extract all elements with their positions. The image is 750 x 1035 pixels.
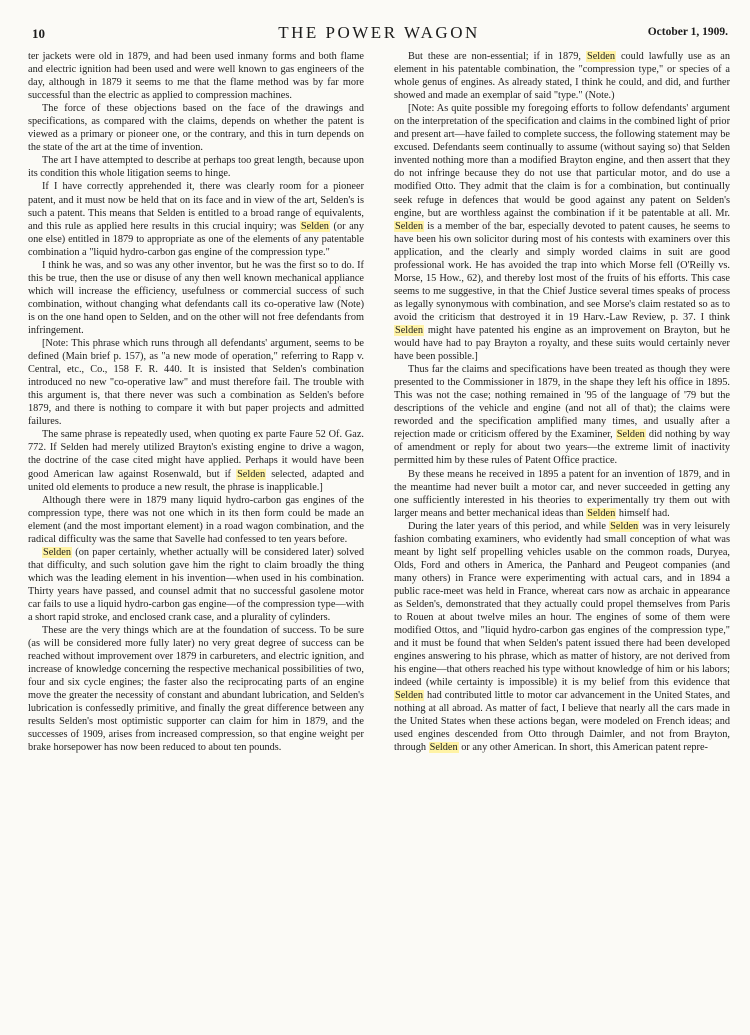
search-highlight: Selden [395, 220, 424, 232]
issue-date: October 1, 1909. [647, 26, 728, 38]
page-header [28, 22, 730, 48]
search-highlight: Selden [395, 690, 424, 702]
paragraph: The art I have attempted to describe at perhaps too great length, because upon its condition this whole litigation seems to hinge. [28, 155, 364, 180]
journal-title: THE POWER WAGON [278, 23, 480, 42]
paragraph: During the later years of this period, and while Selden was in very leisurely fashion combating examiners, who evidently had small conception of what was meant by light self propelling vehicles usable on the common roads, Duryea, Olds, Ford and others in America, the Panhard and Peugeot companies (and many others) in France were experimenting with actual cars, and in 1894 a public race-meet was held in France, whereat cars now as archaic in appearance as Selden's, demonstrated that they actually could propel themselves from Paris to Rouen at about twelve miles an hour. The engines of some of them were modified Ottos, and "liquid hydro-carbon gas engines of the compression type," and it must be found that when Selden's patent issued there had been developed engines answering to his phrase, which as matter of history, are not derived from his engine—that others reached his type without knowledge of him or his labors; indeed (while certainty is impossible) it is my belief from this evidence that Selden had contributed little to motor car advancement in the United States, and nothing at all abroad. As matter of fact, I believe that nearly all the cars made in the United States when these actions began, were modeled on French ideas; and used engines descended from Otto through Daimler, and not from Brayton, through Selden or any other American. In short, this American patent repre- [394, 520, 730, 754]
paragraph: If I have correctly apprehended it, there was clearly room for a pioneer patent, and it must now be held that on its face and in view of the art, Selden's is such a patent. This means that Selden is entitled to a broad range of equivalents, and this rule as applied here results in this crucial inquiry; was Selden (or any one else) entitled in 1879 to appropriate as one of the elements of any patentable combination a "liquid hydro-carbon gas engine of the compression type." [28, 181, 364, 258]
search-highlight: Selden [429, 742, 458, 754]
search-highlight: Selden [237, 468, 266, 480]
paragraph: Selden (on paper certainly, whether actually will be considered later) solved that difficulty, and such solution gave him the right to claim broadly the thing which was the leading element in his invention—when used in his combination. Thirty years have passed, and counsel admit that no successful gasolene motor car fails to use a liquid hydro-carbon gas engine—of the compression type—with a short rapid stroke, and enclosed crank case, and a plurality of cylinders. [28, 546, 364, 624]
paragraph: These are the very things which are at the foundation of success. To be sure (as will be considered more fully later) no very great degree of success can be reached without improvement over 1879 in carbureters, and electric ignition, and increase of knowledge concerning the respective mechanical possibilities of two, four and six cycle engines; the faster also the reciprocating parts of an engine move the greater the necessity of constant and abundant lubrication, and Selden's lubrication is confessedly primitive, and finally the great difference between any results Selden's most optimistic supporter can claim for him in 1879, and the successes of 1909, arises from increased compression, so that engine weight per brake horsepower has now been reduced to about ten pounds. [28, 625, 364, 754]
search-highlight: Selden [395, 324, 424, 336]
paragraph: [Note: As quite possible my foregoing efforts to follow defendants' argument on the interpretation of the specification and claims in the combined light of prior and present art—have failed to complete success, the following statement may be excused. Defendants seem continually to assume (without saying so) that Selden invented nothing more than a modified Brayton engine, and then assert that they do not infringe because they do not use that particular motor, and do use a modified Otto. They admit that the claim is for a combination, but continually seek refuge in defences that would be good against any patent on Selden's engine, but are worthless against the combination if it be patentable at all. Mr. Selden is a member of the bar, especially devoted to patent causes, he seems to have been his own solicitor during most of his contests with examiners over this application, and the clearly and simply worded claims in suit are good professional work. He has avoided the trap into which Morse fell (O'Reilly vs. Morse, 15 How., 62), and thereby lost most of the fruits of his efforts. This case seems to me suggestive, in that the Chief Justice several times speaks of process as legally synonymous with combination, and see Morse's claim restated so as to avoid the criticism that destroyed it in 19 Harv.-Law Review, p. 37. I think Selden might have patented his engine as an improvement on Brayton, but he would have had to pay Brayton a royalty, and these suits would certainly never have been possible.] [394, 103, 730, 363]
search-highlight: Selden [587, 507, 616, 519]
paragraph: [Note: This phrase which runs through all defendants' argument, seems to be defined (Main brief p. 157), as "a new mode of operation," referring to Rapp v. Central, etc., Co., 158 F. R. 440. It is insisted that Selden's combination introduced no new "co-operative law" and must therefore fail. The trouble with this argument is, that there never was such a combination as Selden's before 1879, and there is nothing to compare it with but paper projects and admitted failures. [28, 338, 364, 428]
search-highlight: Selden [616, 429, 645, 441]
search-highlight: Selden [300, 220, 329, 232]
paragraph: The same phrase is repeatedly used, when quoting ex parte Faure 52 Of. Gaz. 772. If Selden had merely utilized Brayton's existing engine to drive a wagon, the doctrine of the case cited might have applied. Perhaps it would have been good American law against Rosenwald, but if Selden selected, adapted and united old elements to produce a new result, the phrase is inapplicable.] [28, 429, 364, 493]
left-column [28, 50, 364, 1020]
text-columns [28, 50, 730, 1020]
paragraph: But these are non-essential; if in 1879, Selden could lawfully use as an element in his patentable combination, the "compression type," or species of a whole genus of engines. As already stated, I think he could, and did, and further showed and made an exemplar of said "type." (Note.) [394, 51, 730, 102]
paragraph: Although there were in 1879 many liquid hydro-carbon gas engines of the compression type, there was not one which in its then form could be made an element (and the most important element) in a road wagon combination, and the radical difficulty was the same that Savelle had confessed to ten years before. [28, 494, 364, 545]
document-page [28, 22, 730, 1022]
right-column [394, 50, 730, 1020]
paragraph: The force of these objections based on the face of the drawings and specifications, as compared with the claims, depends on whether the patent is viewed as a primary or pioneer one, or the contrary, and this in turn depends on the state of the art at the time of invention. [28, 103, 364, 154]
paragraph: Thus far the claims and specifications have been treated as though they were presented to the Commissioner in 1879, in the shape they left his office in 1895. This was not the case; nothing remained in '95 of the language of '79 but the descriptions of the vehicle and engine (and not all of that); the claims were reworded and the specification amplified many times, and usually after a rejection made or criticism offered by the Examiner, Selden did nothing by way of amendment or reply for about two years—the extreme limit of inactivity permitted him by these rules of Patent Office practice. [394, 364, 730, 467]
search-highlight: Selden [43, 546, 72, 558]
search-highlight: Selden [586, 51, 615, 62]
paragraph: By these means he received in 1895 a patent for an invention of 1879, and in the meantime had never built a motor car, and never succeeded in getting any one sufficiently interested in his theories to experimentally try them out with larger means and better mechanical ideas than Selden himself had. [394, 468, 730, 519]
page-number: 10 [32, 26, 45, 41]
paragraph: I think he was, and so was any other inventor, but he was the first so to do. If this be true, then the use or disuse of any then well known mechanical appliance which will increase the efficiency, usefulness or commercial success of such combination, without changing what defendants call its co-operative law (Note) is on the one hand open to Selden, and on the other will not free defendants from infringement. [28, 259, 364, 336]
search-highlight: Selden [610, 520, 639, 532]
paragraph: ter jackets were old in 1879, and had been used inmany forms and both flame and electric ignition had been used and were well known to gas engineers of the day, although in 1879 it seems to me that the flame method was by far more successful than the electric as applied to compression machines. [28, 51, 364, 102]
